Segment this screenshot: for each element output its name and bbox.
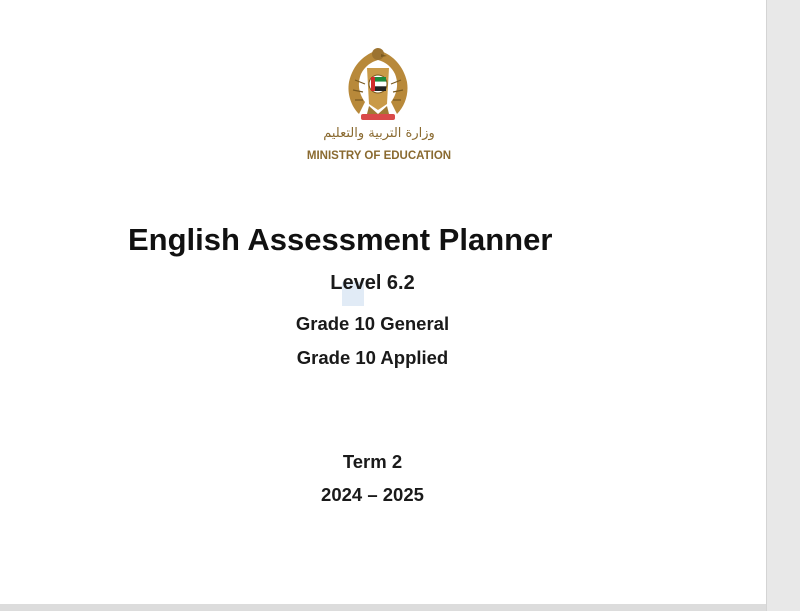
ministry-name-english: MINISTRY OF EDUCATION [306, 150, 452, 162]
uae-falcon-emblem-icon [343, 44, 413, 122]
grade-applied-label: Grade 10 Applied [296, 347, 449, 368]
ministry-name-arabic: وزارة التربية والتعليم [323, 126, 435, 141]
academic-year-label: 2024 – 2025 [321, 484, 424, 505]
level-label: Level 6.2 [330, 272, 415, 294]
grade-general-label: Grade 10 General [295, 313, 450, 334]
viewer-bottom-margin [0, 604, 766, 611]
term-label: Term 2 [342, 451, 403, 472]
viewer-right-margin [766, 0, 800, 611]
document-title: English Assessment Planner [128, 222, 553, 257]
